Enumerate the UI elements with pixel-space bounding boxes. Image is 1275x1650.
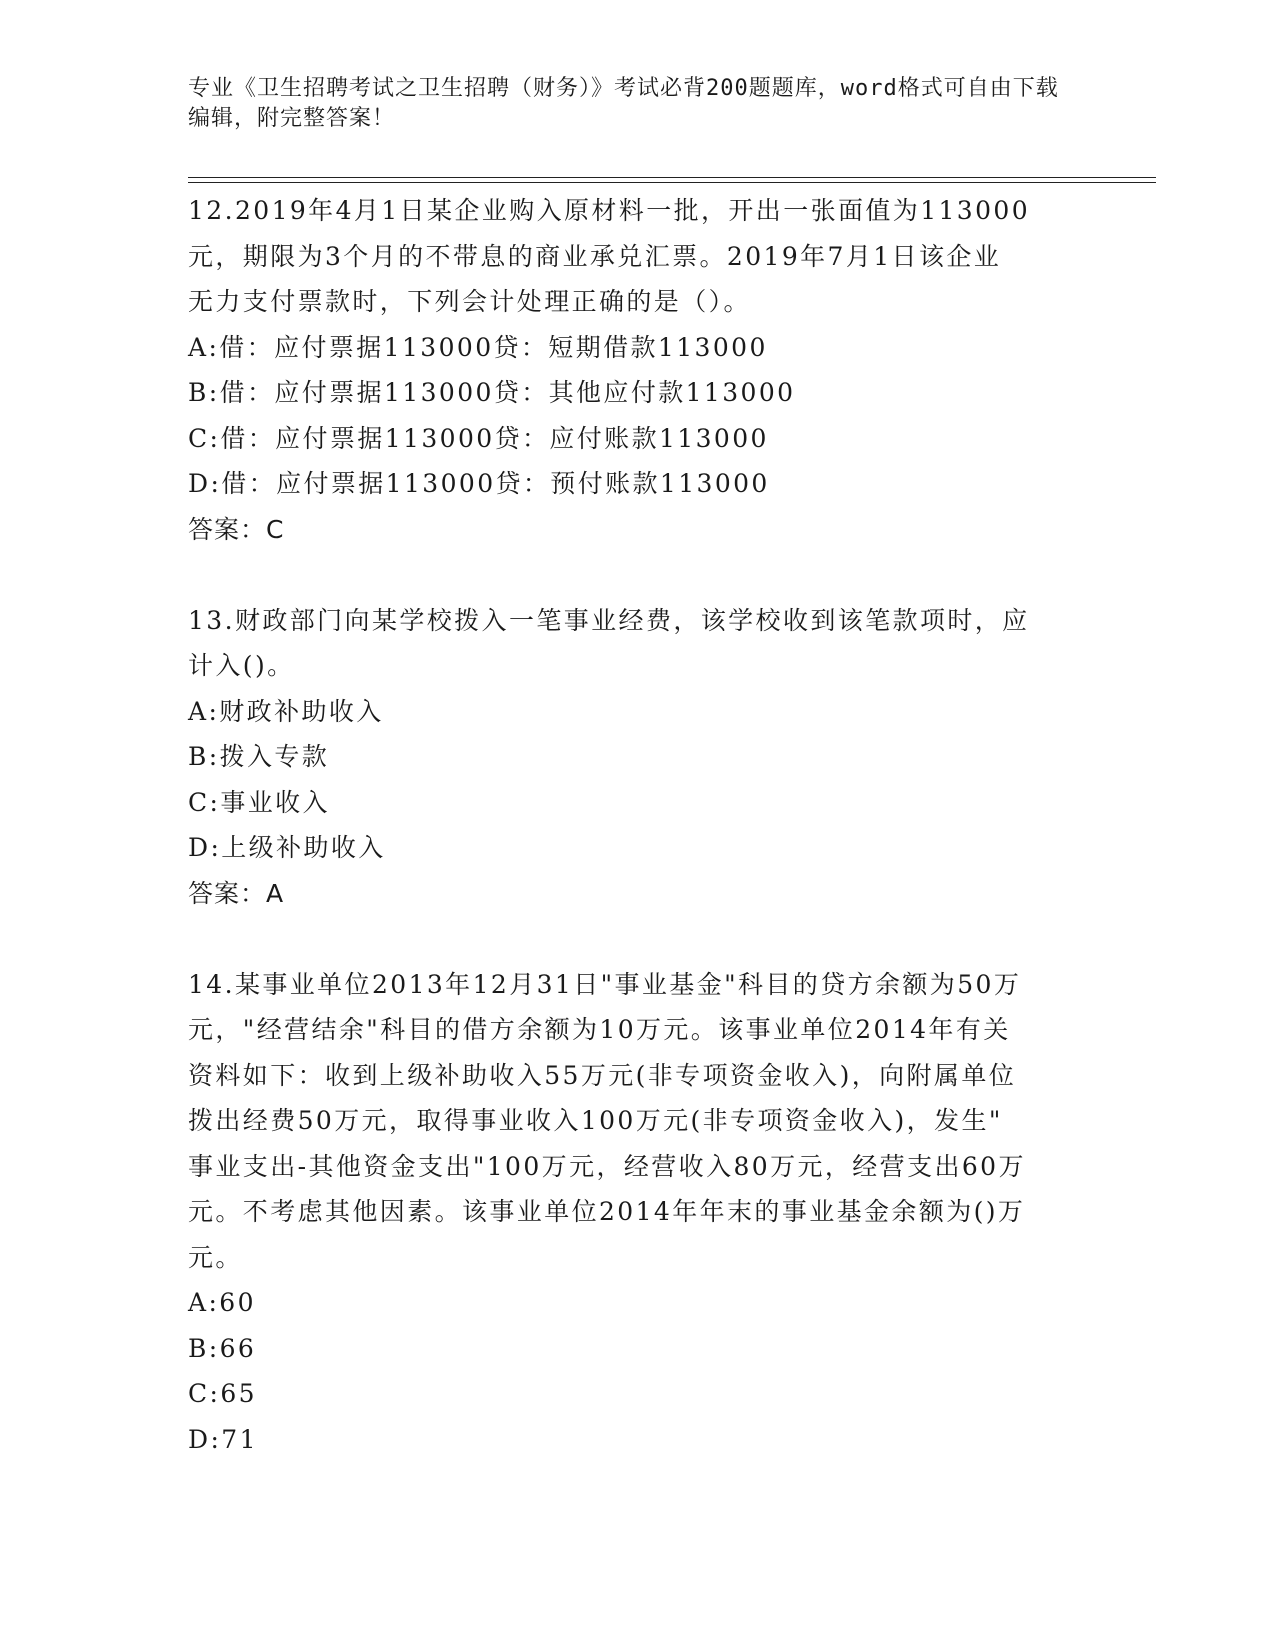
option-b: B:拨入专款: [188, 742, 330, 771]
question-14: [188, 962, 1088, 1463]
question-stem-line: 元，期限为3个月的不带息的商业承兑汇票。2019年7月1日该企业: [188, 241, 1002, 271]
question-stem-line: 元。: [188, 1242, 243, 1272]
question-list: [188, 188, 1088, 1462]
option-b: B:66: [188, 1333, 257, 1363]
answer-line: 答案：A: [188, 878, 285, 908]
question-spacer: [188, 916, 1088, 962]
question-stem-line: 元，"经营结余"科目的借方余额为10万元。该事业单位2014年有关: [188, 1015, 1011, 1044]
option-b: B:借：应付票据113000贷：其他应付款113000: [188, 378, 796, 407]
answer-line: 答案：C: [188, 514, 285, 544]
option-d: D:71: [188, 1424, 258, 1454]
question-spacer: [188, 552, 1088, 598]
question-stem-line: 元。不考虑其他因素。该事业单位2014年年末的事业基金余额为()万: [188, 1197, 1026, 1226]
question-stem-line: 资料如下：收到上级补助收入55万元(非专项资金收入)，向附属单位: [188, 1060, 1017, 1090]
question-stem-line: 13.财政部门向某学校拨入一笔事业经费，该学校收到该笔款项时，应: [188, 605, 1030, 635]
question-stem-line: 事业支出-其他资金支出"100万元，经营收入80万元，经营支出60万: [188, 1151, 1026, 1181]
option-a: A:财政补助收入: [188, 696, 384, 726]
question-stem-line: 计入()。: [188, 651, 295, 680]
question-13: [188, 598, 1088, 917]
header-rule-bottom: [188, 182, 1156, 183]
question-stem-line: 拨出经费50万元，取得事业收入100万元(非专项资金收入)，发生": [188, 1106, 1003, 1135]
option-c: C:借：应付票据113000贷：应付账款113000: [188, 423, 769, 453]
question-stem-line: 无力支付票款时，下列会计处理正确的是（）。: [188, 287, 751, 316]
option-d: D:借：应付票据113000贷：预付账款113000: [188, 469, 770, 498]
document-header: 专业《卫生招聘考试之卫生招聘（财务）》考试必背200题题库，word格式可自由下载编辑，附完整答案！: [188, 76, 1059, 131]
header-rule-top: [188, 177, 1156, 178]
option-d: D:上级补助收入: [188, 833, 386, 862]
option-c: C:事业收入: [188, 787, 330, 817]
option-a: A:借：应付票据113000贷：短期借款113000: [188, 332, 768, 362]
question-12: [188, 188, 1088, 552]
option-a: A:60: [188, 1288, 256, 1317]
option-c: C:65: [188, 1379, 257, 1408]
question-stem-line: 12.2019年4月1日某企业购入原材料一批，开出一张面值为113000: [188, 196, 1031, 225]
question-stem-line: 14.某事业单位2013年12月31日"事业基金"科目的贷方余额为50万: [188, 969, 1022, 999]
